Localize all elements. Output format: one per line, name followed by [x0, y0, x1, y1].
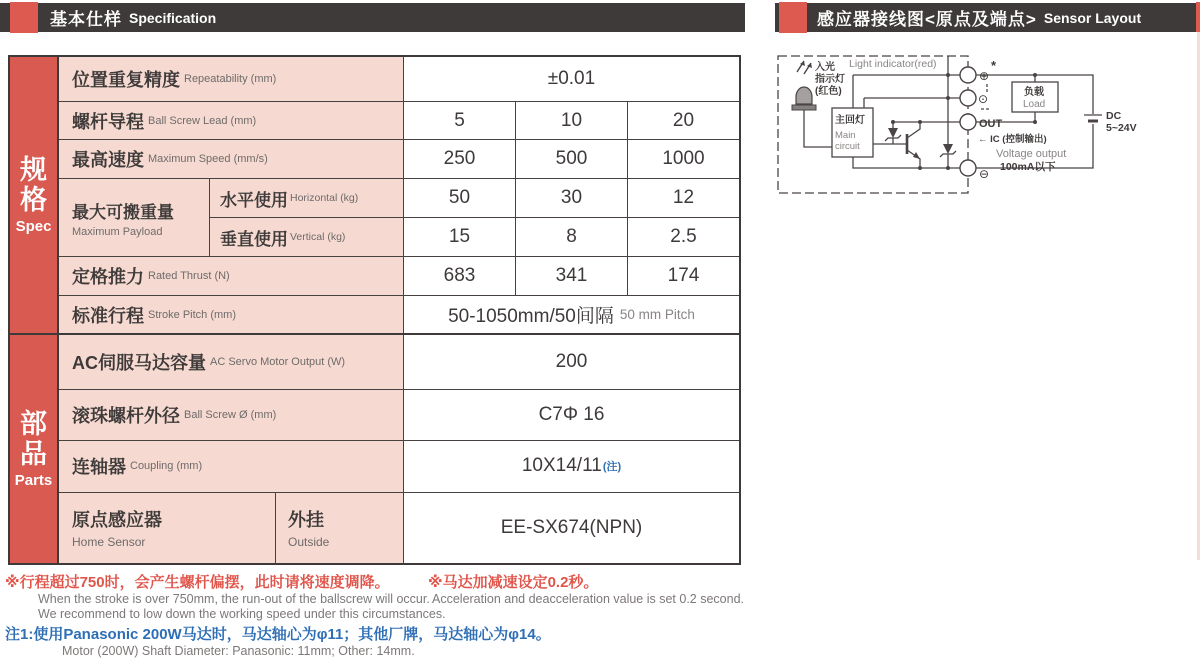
page-edge-red-strip — [1196, 2, 1200, 32]
nc-symbol: ⊙ — [978, 92, 989, 106]
red-square-icon — [779, 2, 807, 33]
label-cn: 连轴器 — [72, 457, 126, 478]
label-cn: 螺杆导程 — [72, 111, 144, 132]
note-shaft-diameter-en: Motor (200W) Shaft Diameter: Panasonic: 11mm; Other: 14mm. — [62, 644, 415, 658]
row-repeatability — [59, 57, 739, 101]
voltage-output-label: Voltage output — [996, 148, 1067, 160]
light-label-cn2: 指示灯 — [815, 74, 845, 85]
value-cell: 20 — [627, 102, 739, 139]
main-circuit-label-cn: 主回灯 — [835, 115, 865, 126]
terminal-plus — [960, 67, 976, 83]
label-cn: 最高速度 — [72, 150, 144, 170]
terminal-minus — [960, 160, 976, 176]
note-shaft-diameter-cn: 注1:使用Panasonic 200W马达时，马达轴心为φ11；其他厂牌，马达轴心为φ14。 — [5, 626, 551, 643]
value-cell: 8 — [515, 218, 627, 256]
value-cell: 15 — [403, 218, 515, 256]
subrow-horizontal — [209, 179, 739, 217]
section-label-en: Parts — [14, 472, 53, 490]
value-cell: EE-SX674(NPN) — [403, 493, 739, 563]
spec-section-header — [0, 3, 745, 32]
row-label — [59, 390, 403, 441]
label-en: Ball Screw Ø (mm) — [184, 408, 277, 421]
note-acceleration-cn: ※马达加减速设定0.2秒。 — [428, 574, 599, 591]
row-label — [59, 179, 209, 256]
label-en: Horizontal (kg) — [290, 192, 359, 204]
section-label-cn: 部品 — [20, 408, 47, 469]
value-cell: C7Φ 16 — [403, 390, 739, 441]
label-en: AC Servo Motor Output (W) — [210, 355, 346, 368]
section-label-spec — [10, 57, 57, 333]
sensor-wiring-diagram — [775, 48, 1195, 208]
row-label — [59, 441, 403, 492]
load-label-cn: 负载 — [1024, 87, 1044, 98]
out-label: OUT — [979, 118, 1003, 130]
label-en: Ball Screw Lead (mm) — [148, 114, 257, 127]
note-stroke-warning-en1: When the stroke is over 750mm, the run-out of the ballscrew will occur. — [38, 592, 430, 606]
label-cn: 水平使用 — [220, 190, 288, 210]
main-circuit-label-en2: circuit — [835, 141, 860, 152]
sensor-layout-header — [775, 3, 1196, 32]
section-label-cn: 规格 — [20, 154, 47, 215]
value-cell: 341 — [515, 257, 627, 295]
row-label — [59, 296, 403, 333]
label-en: Maximum Speed (mm/s) — [148, 153, 268, 165]
value-cell: 683 — [403, 257, 515, 295]
value-cell: 500 — [515, 140, 627, 178]
transistor-emitter-arrow — [913, 152, 920, 159]
sub-label — [209, 218, 403, 256]
led-indicator-icon — [792, 87, 816, 110]
spec-header-title-en: Specification — [129, 9, 217, 26]
label-cn: 位置重复精度 — [72, 70, 180, 90]
value-cell: 174 — [627, 257, 739, 295]
spec-header-title-cn: 基本仕样 — [50, 10, 122, 29]
value-cell: 5 — [403, 102, 515, 139]
load-label-en: Load — [1023, 99, 1046, 110]
label-en: Repeatability (mm) — [184, 73, 277, 85]
value-cell: 50 — [403, 179, 515, 217]
light-label-en: Light indicator(red) — [849, 58, 937, 70]
note-acceleration-en: Acceleration and deacceleration value is set 0.2 second. — [432, 592, 744, 606]
value-cell: 250 — [403, 140, 515, 178]
light-label-cn3: (红色) — [815, 86, 842, 97]
red-square-icon — [10, 2, 38, 33]
zener-diode — [943, 144, 953, 154]
label-en: Rated Thrust (N) — [148, 270, 230, 282]
row-stroke-pitch — [59, 295, 739, 333]
label-en: Outside — [288, 535, 330, 550]
row-ball-screw-diameter — [59, 389, 739, 441]
value-cell: 10 — [515, 102, 627, 139]
section-spec — [10, 57, 739, 333]
label-cn: 滚珠螺杆外径 — [72, 405, 180, 426]
stroke-value-sub: 50 mm Pitch — [619, 307, 695, 322]
label-cn: 原点感应器 — [72, 510, 162, 531]
row-label — [59, 335, 403, 389]
subrow-vertical — [209, 217, 739, 256]
row-label — [59, 493, 275, 563]
label-cn: 外挂 — [288, 510, 324, 531]
sub-label-outside — [275, 493, 403, 563]
main-circuit-label-en1: Main — [835, 130, 856, 141]
row-ball-screw-lead — [59, 101, 739, 139]
sensor-header-title-cn: 感应器接线图<原点及端点> — [817, 10, 1037, 29]
section-parts — [10, 333, 739, 563]
label-en: Vertical (kg) — [290, 231, 346, 243]
label-cn: 垂直使用 — [220, 229, 288, 249]
sensor-header-title-en: Sensor Layout — [1043, 9, 1142, 26]
coupling-value: 10X14/11 — [521, 455, 602, 477]
value-cell: ±0.01 — [403, 57, 739, 101]
row-rated-thrust — [59, 256, 739, 295]
terminal-out — [960, 114, 976, 130]
coupling-footnote-ref: (注) — [602, 461, 622, 474]
label-en: Coupling (mm) — [130, 460, 203, 473]
label-en: Stroke Pitch (mm) — [148, 308, 237, 321]
ic-output-label: ← IC (控制输出) — [978, 134, 1047, 145]
note-stroke-warning-cn: ※行程超过750时，会产生螺杆偏摆，此时请将速度调降。 — [5, 574, 390, 591]
row-max-speed — [59, 139, 739, 178]
asterisk: * — [991, 58, 997, 73]
row-servo-output — [59, 335, 739, 389]
dc-voltage-label: 5~24V — [1106, 122, 1137, 134]
value-cell: 200 — [403, 335, 739, 389]
value-cell: 1000 — [627, 140, 739, 178]
light-arrows-icon — [797, 61, 812, 74]
value-cell — [403, 441, 739, 492]
section-label-en: Spec — [15, 218, 52, 236]
light-label-cn1: 入光 — [815, 62, 835, 73]
minus-symbol: ⊖ — [979, 167, 990, 181]
label-cn: 定格推力 — [72, 267, 144, 287]
stroke-value-main: 50-1050mm/50间隔 — [448, 306, 614, 327]
zener-diode — [888, 128, 898, 138]
label-cn: 标准行程 — [72, 305, 144, 326]
row-label — [59, 102, 403, 139]
row-label — [59, 257, 403, 295]
row-label — [59, 57, 403, 101]
plus-symbol: ⊕ — [979, 69, 990, 83]
value-cell: 2.5 — [627, 218, 739, 256]
value-cell: 30 — [515, 179, 627, 217]
row-home-sensor — [59, 492, 739, 563]
row-coupling — [59, 440, 739, 492]
label-en: Maximum Payload — [72, 225, 163, 238]
dc-label: DC — [1106, 110, 1122, 122]
section-label-parts — [10, 335, 57, 563]
label-cn: AC伺服马达容量 — [72, 352, 206, 373]
row-label — [59, 140, 403, 178]
label-cn: 最大可搬重量 — [72, 202, 174, 222]
sub-label — [209, 179, 403, 217]
current-limit-label: 100mA以下 — [1000, 161, 1056, 173]
value-cell — [403, 296, 739, 333]
terminal-nc — [960, 90, 976, 106]
note-stroke-warning-en2: We recommend to low down the working speed under this circumstances. — [38, 607, 446, 621]
spec-table — [8, 55, 741, 565]
label-en: Home Sensor — [72, 535, 146, 550]
row-max-payload — [59, 178, 739, 256]
circuit-diagram-svg — [775, 48, 1195, 208]
value-cell: 12 — [627, 179, 739, 217]
